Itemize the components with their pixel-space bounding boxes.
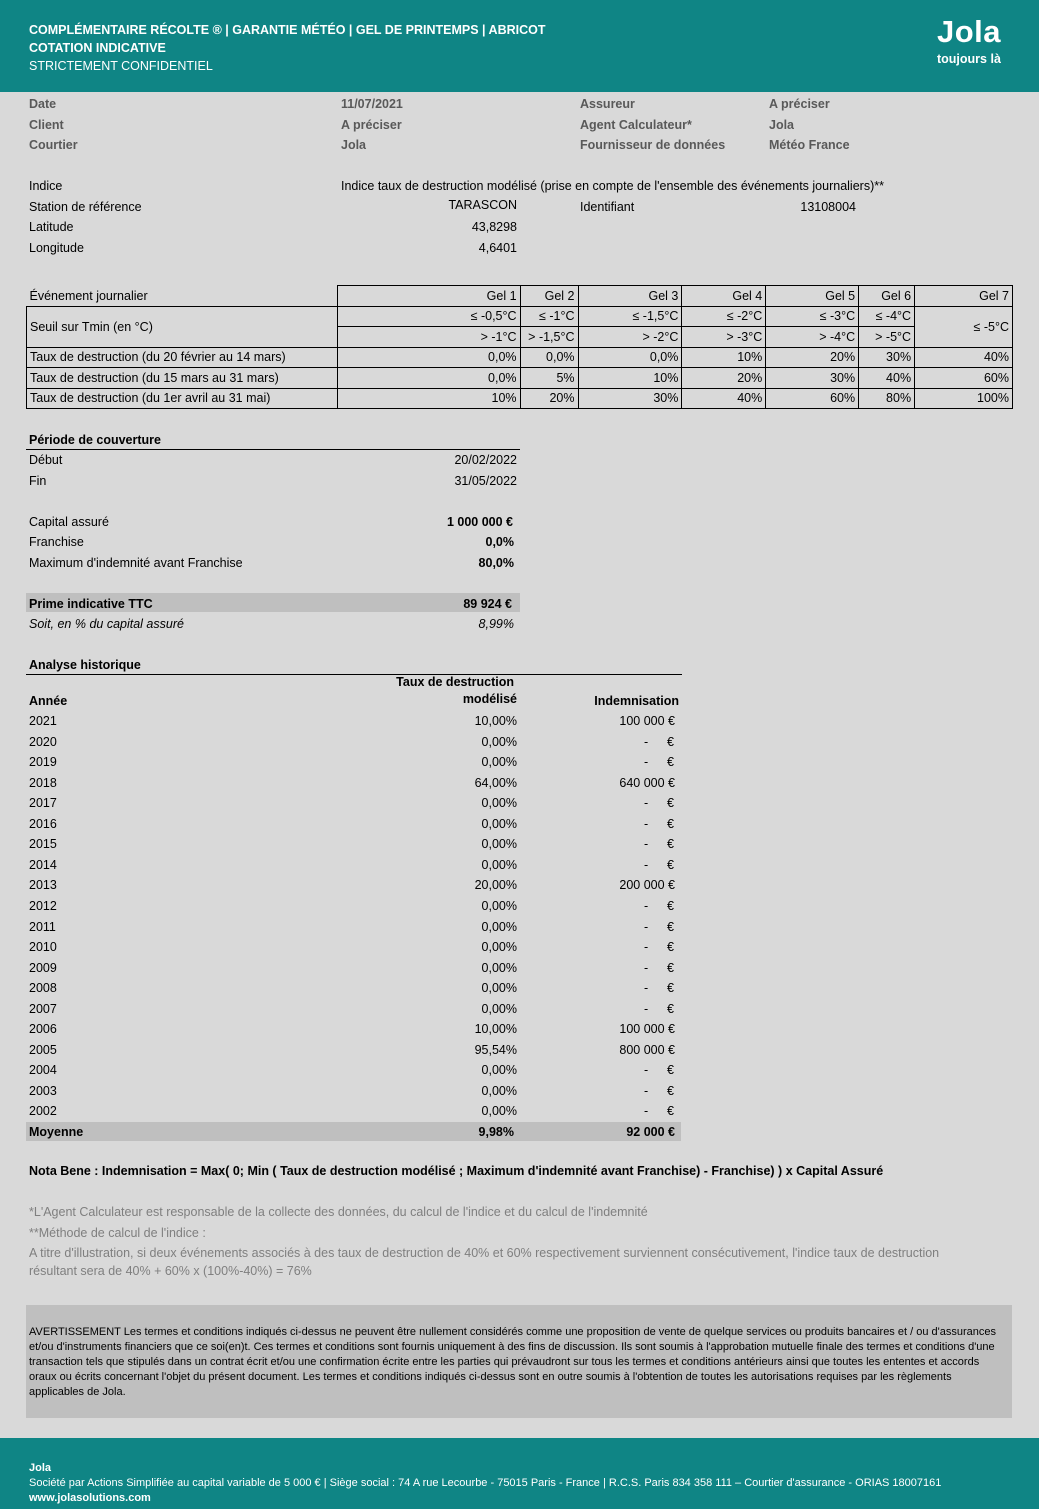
historique-taux: 0,00% [481, 1084, 517, 1098]
historique-taux: 0,00% [481, 1063, 517, 1077]
historique-indem: 640 000 € [619, 776, 675, 790]
longitude-value: 4,6401 [478, 241, 517, 255]
taux-row-label: Taux de destruction (du 20 février au 14 mars) [27, 347, 338, 368]
date-value: 11/07/2021 [341, 97, 403, 111]
fournisseur-value: Météo France [769, 138, 850, 152]
historique-year: 2005 [29, 1043, 57, 1057]
methode-title: **Méthode de calcul de l'indice : [29, 1226, 206, 1240]
historique-taux: 20,00% [474, 878, 517, 892]
logo-tagline: toujours là [937, 52, 1001, 66]
seuil-upper-cell: ≤ -3°C [766, 306, 859, 327]
footer-company: Jola [29, 1462, 52, 1474]
historique-taux: 0,00% [481, 920, 517, 934]
gel-header: Gel 1 [337, 286, 520, 307]
historique-indem: 200 000 € [619, 878, 675, 892]
historique-indem: 800 000 € [619, 1043, 675, 1057]
taux-cell: 30% [859, 347, 915, 368]
seuil-lower-cell: > -5°C [859, 327, 915, 348]
seuil-upper-cell: ≤ -2°C [682, 306, 766, 327]
date-label: Date [29, 97, 57, 111]
taux-row-label: Taux de destruction (du 15 mars au 31 mars) [27, 368, 338, 389]
agent-note: *L'Agent Calculateur est responsable de la collecte des données, du calcul de l'indice et du calcul de l'indemnité [29, 1205, 648, 1219]
confidential-label: STRICTEMENT CONFIDENTIEL [29, 59, 213, 73]
seuil-lower-cell: > -3°C [682, 327, 766, 348]
taux-cell: 20% [766, 347, 859, 368]
couverture-divider [26, 449, 520, 450]
taux-row [27, 368, 1013, 389]
debut-label: Début [29, 453, 63, 467]
historique-taux: 0,00% [481, 961, 517, 975]
seuil-lower-cell: > -1,5°C [520, 327, 578, 348]
latitude-label: Latitude [29, 220, 74, 234]
franchise-value: 0,0% [485, 535, 514, 549]
taux-cell: 10% [578, 368, 682, 389]
taux-row-label: Taux de destruction (du 1er avril au 31 mai) [27, 388, 338, 409]
document-subtitle: COTATION INDICATIVE [29, 41, 166, 55]
historique-year: 2007 [29, 1002, 57, 1016]
historique-taux: 0,00% [481, 796, 517, 810]
taux-cell: 10% [337, 388, 520, 409]
debut-value: 20/02/2022 [454, 453, 517, 467]
historique-indem: - [644, 1063, 649, 1077]
historique-year: 2012 [29, 899, 57, 913]
historique-indem: 100 000 € [619, 1022, 675, 1036]
gel-header: Gel 6 [859, 286, 915, 307]
courtier-label: Courtier [29, 138, 78, 152]
station-label: Station de référence [29, 200, 142, 214]
footer-website[interactable]: www.jolasolutions.com [29, 1492, 151, 1504]
warning-box [26, 1305, 1012, 1418]
historique-taux: 10,00% [474, 1022, 517, 1036]
historique-indem: 100 000 € [619, 714, 675, 728]
historique-year: 2018 [29, 776, 57, 790]
historique-year: 2013 [29, 878, 57, 892]
moyenne-taux: 9,98% [478, 1125, 514, 1139]
agent-label: Agent Calculateur* [580, 118, 692, 132]
historique-taux: 0,00% [481, 755, 517, 769]
fin-label: Fin [29, 474, 47, 488]
historique-year: 2008 [29, 981, 57, 995]
historique-euro: € [667, 899, 674, 913]
historique-year: 2010 [29, 940, 57, 954]
historique-indem: - [644, 796, 649, 810]
gel-header: Gel 7 [915, 286, 1013, 307]
historique-indem: - [644, 940, 649, 954]
historique-euro: € [667, 817, 674, 831]
assureur-label: Assureur [580, 97, 635, 111]
prime-value: 89 924 € [463, 597, 512, 611]
gel-threshold-table [26, 285, 1013, 409]
footer-legal: Société par Actions Simplifiée au capital variable de 5 000 € | Siège social : 74 A rue Lecourbe - 75015 Paris - France | R.C.S. Paris 834 358 111 – Courtier d'assurance - ORIAS 18007161 [29, 1477, 942, 1489]
historique-indem: - [644, 920, 649, 934]
historique-year: 2021 [29, 714, 57, 728]
historique-indem: - [644, 1104, 649, 1118]
historique-euro: € [667, 858, 674, 872]
historique-year: 2016 [29, 817, 57, 831]
taux-cell: 20% [520, 388, 578, 409]
historique-euro: € [667, 920, 674, 934]
historique-euro: € [667, 796, 674, 810]
historique-indem: - [644, 981, 649, 995]
historique-year: 2003 [29, 1084, 57, 1098]
historique-year: 2015 [29, 837, 57, 851]
taux-cell: 40% [915, 347, 1013, 368]
historique-euro: € [667, 940, 674, 954]
historique-indem: - [644, 837, 649, 851]
historique-euro: € [667, 1104, 674, 1118]
historique-taux: 0,00% [481, 1104, 517, 1118]
warning-text: AVERTISSEMENT Les termes et conditions indiqués ci-dessus ne peuvent être nullement considérés comme une proposition de vente de quelque services ou produits bancaires et / ou d'assurances et/ou d'instruments financiers que ce soi(en)t. Ces termes et conditions sont fournis uniquement à des fins de discussion. Ils sont soumis à l'approbation mutuelle finale des termes et conditions d'une transaction tels que stipulés dans un contrat écrit et/ou une confirmation écrite entre les parties qui prévaudront sur tous les termes et conditions antérieurs ainsi que toutes les ententes et accords oraux ou écrits concernant l'objet du présent document. Les termes et conditions indiqués ci-dessus sont en outre soumis à l'obtention de toutes les autorisations requises par les règlements applicables de Jola. [29, 1326, 996, 1398]
prime-label: Prime indicative TTC [29, 597, 153, 611]
max-indemnite-label: Maximum d'indemnité avant Franchise [29, 556, 243, 570]
historique-euro: € [667, 1084, 674, 1098]
client-label: Client [29, 118, 64, 132]
historique-euro: € [667, 961, 674, 975]
moyenne-indem: 92 000 € [626, 1125, 675, 1139]
taux-cell: 0,0% [578, 347, 682, 368]
longitude-label: Longitude [29, 241, 84, 255]
taux-cell: 0,0% [337, 347, 520, 368]
prime-pct-value: 8,99% [478, 617, 514, 631]
methode-line-1: A titre d'illustration, si deux événements associés à des taux de destruction de 40% et 60% respectivement surviennent consécutivement, l'indice taux de destruction [29, 1246, 940, 1260]
jola-logo: Jola [937, 14, 1002, 49]
historique-year: 2019 [29, 755, 57, 769]
latitude-value: 43,8298 [471, 220, 517, 234]
taux-cell: 30% [578, 388, 682, 409]
taux-cell: 5% [520, 368, 578, 389]
historique-year: 2002 [29, 1104, 57, 1118]
identifiant-label: Identifiant [580, 200, 635, 214]
gel-header: Gel 5 [766, 286, 859, 307]
seuil-last-cell: ≤ -5°C [915, 306, 1013, 347]
historique-taux: 0,00% [481, 940, 517, 954]
seuil-row-upper [27, 306, 1013, 327]
gel-header: Gel 4 [682, 286, 766, 307]
taux-cell: 100% [915, 388, 1013, 409]
taux-cell: 10% [682, 347, 766, 368]
taux-cell: 0,0% [337, 368, 520, 389]
historique-euro: € [667, 755, 674, 769]
historique-taux: 10,00% [474, 714, 517, 728]
historique-year: 2020 [29, 735, 57, 749]
col-taux-header-1: Taux de destruction [396, 675, 514, 689]
col-taux-header-2: modélisé [462, 692, 517, 706]
historique-euro: € [667, 1063, 674, 1077]
col-annee-header: Année [29, 694, 68, 708]
methode-line-2: résultant sera de 40% + 60% x (100%-40%) = 76% [29, 1264, 312, 1278]
historique-taux: 95,54% [474, 1043, 517, 1057]
franchise-label: Franchise [29, 535, 84, 549]
historique-taux: 0,00% [481, 735, 517, 749]
historique-title: Analyse historique [29, 658, 141, 672]
historique-indem: - [644, 858, 649, 872]
historique-indem: - [644, 961, 649, 975]
taux-row [27, 347, 1013, 368]
couverture-title: Période de couverture [29, 433, 161, 447]
client-value: A préciser [341, 118, 402, 132]
fournisseur-label: Fournisseur de données [580, 138, 726, 152]
historique-year: 2004 [29, 1063, 57, 1077]
taux-cell: 40% [859, 368, 915, 389]
gel-header: Gel 2 [520, 286, 578, 307]
historique-indem: - [644, 1084, 649, 1098]
historique-indem: - [644, 1002, 649, 1016]
historique-taux: 0,00% [481, 1002, 517, 1016]
historique-taux: 0,00% [481, 817, 517, 831]
historique-euro: € [667, 981, 674, 995]
identifiant-value: 13108004 [800, 200, 856, 214]
historique-taux: 0,00% [481, 837, 517, 851]
document-title: COMPLÉMENTAIRE RÉCOLTE ® | GARANTIE MÉTÉO | GEL DE PRINTEMPS | ABRICOT [29, 23, 546, 37]
taux-cell: 30% [766, 368, 859, 389]
taux-cell: 60% [766, 388, 859, 409]
assureur-value: A préciser [769, 97, 830, 111]
capital-value: 1 000 000 € [446, 515, 513, 529]
seuil-lower-cell: > -2°C [578, 327, 682, 348]
historique-euro: € [667, 837, 674, 851]
taux-cell: 20% [682, 368, 766, 389]
taux-cell: 0,0% [520, 347, 578, 368]
nota-bene: Nota Bene : Indemnisation = Max( 0; Min ( Taux de destruction modélisé ; Maximum d'indemnité avant Franchise) - Franchise) ) x Capital Assuré [29, 1164, 884, 1178]
gel-header: Gel 3 [578, 286, 682, 307]
col-indemnisation-header: Indemnisation [594, 694, 679, 708]
station-value: TARASCON [448, 198, 517, 212]
historique-indem: - [644, 755, 649, 769]
gel-header-row [27, 286, 1013, 307]
historique-euro: € [667, 1002, 674, 1016]
header-banner [0, 0, 1039, 92]
taux-cell: 80% [859, 388, 915, 409]
historique-indem: - [644, 817, 649, 831]
seuil-upper-cell: ≤ -1,5°C [578, 306, 682, 327]
prime-pct-label: Soit, en % du capital assuré [29, 617, 184, 631]
footer-banner [0, 1438, 1039, 1509]
historique-year: 2006 [29, 1022, 57, 1036]
historique-year: 2009 [29, 961, 57, 975]
historique-indem: - [644, 735, 649, 749]
seuil-upper-cell: ≤ -0,5°C [337, 306, 520, 327]
historique-taux: 0,00% [481, 858, 517, 872]
seuil-label: Seuil sur Tmin (en °C) [27, 306, 338, 347]
historique-year: 2017 [29, 796, 57, 810]
historique-euro: € [667, 735, 674, 749]
historique-indem: - [644, 899, 649, 913]
taux-cell: 40% [682, 388, 766, 409]
indice-value: Indice taux de destruction modélisé (prise en compte de l'ensemble des événements journaliers)** [341, 179, 884, 193]
taux-row [27, 388, 1013, 409]
historique-taux: 0,00% [481, 981, 517, 995]
historique-year: 2014 [29, 858, 57, 872]
seuil-lower-cell: > -1°C [337, 327, 520, 348]
historique-taux: 64,00% [474, 776, 517, 790]
event-label: Événement journalier [27, 286, 338, 307]
agent-value: Jola [769, 118, 795, 132]
courtier-value: Jola [341, 138, 367, 152]
capital-label: Capital assuré [29, 515, 109, 529]
fin-value: 31/05/2022 [454, 474, 517, 488]
seuil-upper-cell: ≤ -1°C [520, 306, 578, 327]
historique-taux: 0,00% [481, 899, 517, 913]
indice-label: Indice [29, 179, 63, 193]
historique-year: 2011 [29, 920, 56, 934]
taux-cell: 60% [915, 368, 1013, 389]
seuil-lower-cell: > -4°C [766, 327, 859, 348]
max-indemnite-value: 80,0% [478, 556, 514, 570]
seuil-upper-cell: ≤ -4°C [859, 306, 915, 327]
moyenne-label: Moyenne [29, 1125, 84, 1139]
